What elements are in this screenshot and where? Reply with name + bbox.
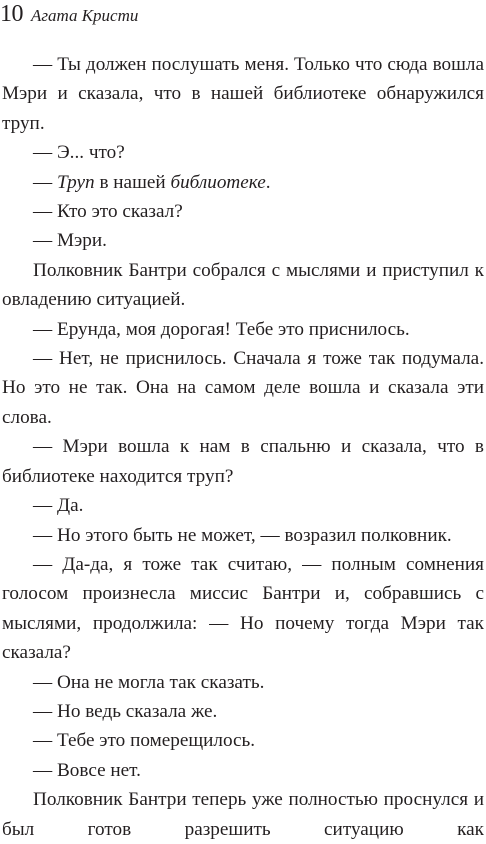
paragraph: — Кто это сказал? bbox=[33, 201, 183, 223]
paragraph: — Она не могла так сказать. bbox=[33, 671, 265, 693]
paragraph: — Ты должен послушать меня. Только что сюда вошла Мэри и сказала, что в нашей библиотеке обнаружился труп. bbox=[2, 54, 484, 134]
paragraph: — Э... что? bbox=[33, 142, 125, 164]
paragraph: — Но ведь сказала же. bbox=[33, 700, 218, 722]
paragraph: — Ерунда, моя дорогая! Тебе это приснилось. bbox=[33, 318, 410, 340]
paragraph: — Труп в нашей библиотеке. bbox=[33, 171, 271, 193]
running-head-author: Агата Кристи bbox=[31, 6, 139, 25]
paragraph: — Мэри. bbox=[33, 230, 107, 252]
emphasis: библиотеке bbox=[170, 171, 266, 193]
paragraph: — Да-да, я тоже так считаю, — полным сомнения голосом произнесла миссис Бантри и, собравшись с мыслями, продолжила: — Но почему тогда Мэри так сказала? bbox=[2, 553, 484, 664]
emphasis: Труп bbox=[56, 171, 95, 193]
paragraph: — Нет, не приснилось. Сначала я тоже так подумала. Но это не так. Она на самом деле вошла и сказала эти слова. bbox=[2, 348, 484, 428]
paragraph: Полковник Бантри теперь уже полностью проснулся и был готов разрешить ситуацию как bbox=[2, 789, 484, 840]
paragraph: Полковник Бантри собрался с мыслями и приступил к овладению ситуацией. bbox=[2, 259, 484, 311]
paragraph: — Вовсе нет. bbox=[33, 759, 141, 781]
page-number: 10 bbox=[0, 1, 23, 27]
running-header bbox=[0, 0, 138, 28]
paragraph: — Но этого быть не может, — возразил полковник. bbox=[33, 524, 452, 546]
paragraph: — Мэри вошла к нам в спальню и сказала, что в библиотеке находится труп? bbox=[2, 436, 484, 487]
paragraph: — Да. bbox=[33, 495, 84, 517]
body-text bbox=[2, 50, 484, 844]
paragraph: — Тебе это померещилось. bbox=[33, 730, 256, 752]
